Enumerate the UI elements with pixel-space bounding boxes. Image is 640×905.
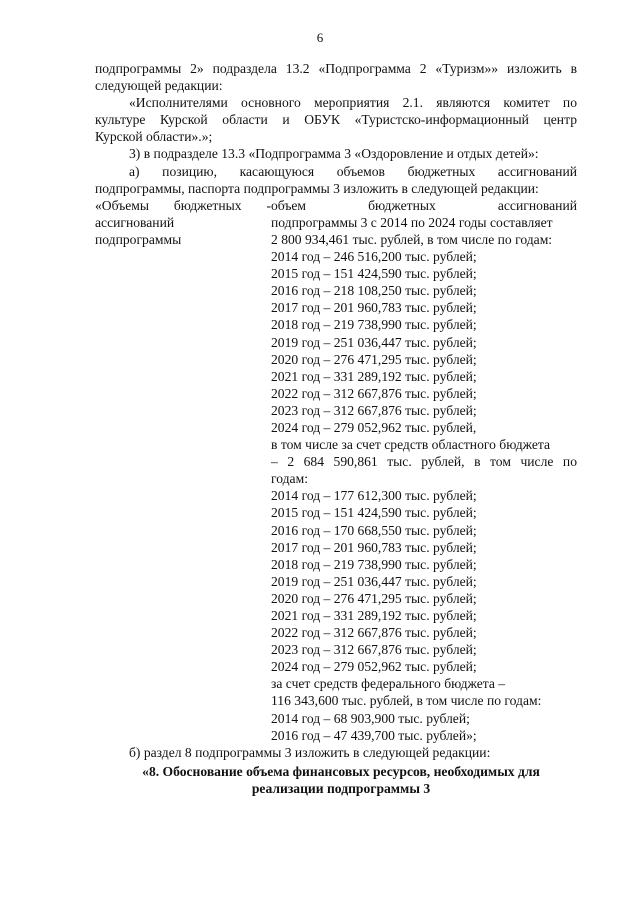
passport-value-line: 2015 год – 151 424,590 тыс. рублей; — [271, 505, 477, 521]
passport-label-line: «Объемы бюджетных - — [95, 197, 271, 213]
item-a-line: а) позицию, касающуюся объемов бюджетных ассигнований — [129, 163, 577, 179]
passport-value-line: 2018 год – 219 738,990 тыс. рублей; — [271, 317, 477, 333]
passport-value-line: 2022 год – 312 667,876 тыс. рублей; — [271, 625, 477, 641]
quote-line: «Исполнителями основного мероприятия 2.1. являются комитет по — [129, 95, 577, 111]
passport-value-line: 2014 год – 177 612,300 тыс. рублей; — [271, 488, 477, 504]
passport-value-line: 2020 год – 276 471,295 тыс. рублей; — [271, 590, 477, 606]
section-heading-line: «8. Обоснование объема финансовых ресурсов, необходимых для — [142, 763, 540, 779]
passport-value-line: 2016 год – 218 108,250 тыс. рублей; — [271, 283, 477, 299]
paragraph-line: подпрограммы 2» подраздела 13.2 «Подпрограмма 2 «Туризм»» изложить в — [95, 61, 577, 76]
section-heading-line: реализации подпрограммы 3 — [251, 780, 431, 796]
passport-value-line: – 2 684 590,861 тыс. рублей, в том числе по — [271, 454, 577, 470]
passport-value-line: за счет средств федерального бюджета – — [271, 676, 506, 692]
passport-value-line: 2020 год – 276 471,295 тыс. рублей; — [271, 351, 477, 367]
item-3: 3) в подразделе 13.3 «Подпрограмма 3 «Оздоровление и отдых детей»: — [129, 146, 539, 162]
paragraph-line: следующей редакции: — [95, 78, 223, 94]
passport-label-line: подпрограммы — [95, 231, 182, 247]
passport-value-line: 2022 год – 312 667,876 тыс. рублей; — [271, 385, 477, 401]
passport-value-line: 2021 год – 331 289,192 тыс. рублей; — [271, 608, 477, 623]
passport-value-line: 2021 год – 331 289,192 тыс. рублей; — [271, 368, 477, 384]
passport-right-column — [271, 197, 577, 744]
passport-value-line: 2024 год – 279 052,962 тыс. рублей; — [271, 659, 477, 675]
passport-value-line: 2023 год – 312 667,876 тыс. рублей; — [271, 402, 477, 418]
passport-value-line: подпрограммы 3 с 2014 по 2024 годы составляет — [271, 214, 553, 230]
item-a-line: подпрограммы, паспорта подпрограммы 3 изложить в следующей редакции: — [95, 180, 539, 196]
quote-line: культуре Курской области и ОБУК «Туристско-информационный центр — [95, 112, 577, 128]
passport-value-line: 2023 год – 312 667,876 тыс. рублей; — [271, 642, 477, 658]
document-body — [95, 60, 577, 797]
passport-value-line: объем бюджетных ассигнований — [271, 197, 577, 213]
passport-value-line: в том числе за счет средств областного бюджета — [271, 437, 550, 453]
passport-value-line: 2 800 934,461 тыс. рублей, в том числе по годам: — [271, 231, 553, 247]
passport-left-column — [95, 197, 271, 744]
passport-value-line: 116 343,600 тыс. рублей, в том числе по годам: — [271, 693, 542, 709]
passport-value-line: 2017 год – 201 960,783 тыс. рублей; — [271, 300, 477, 316]
passport-value-line: 2015 год – 151 424,590 тыс. рублей; — [271, 266, 477, 282]
item-b: б) раздел 8 подпрограммы 3 изложить в следующей редакции: — [129, 744, 491, 760]
passport-value-line: 2014 год – 246 516,200 тыс. рублей; — [271, 249, 477, 265]
passport-value-line: 2019 год – 251 036,447 тыс. рублей; — [271, 573, 477, 589]
passport-value-line: 2017 год – 201 960,783 тыс. рублей; — [271, 539, 477, 555]
passport-value-line: 2024 год – 279 052,962 тыс. рублей, — [271, 419, 477, 435]
passport-label-line: ассигнований — [95, 214, 175, 230]
passport-value-line: годам: — [271, 471, 308, 487]
passport-value-line: 2014 год – 68 903,900 тыс. рублей; — [271, 710, 470, 726]
passport-value-line: 2018 год – 219 738,990 тыс. рублей; — [271, 556, 477, 572]
passport-value-line: 2019 год – 251 036,447 тыс. рублей; — [271, 334, 477, 350]
page-number: 6 — [316, 30, 324, 45]
passport-value-line: 2016 год – 170 668,550 тыс. рублей; — [271, 522, 477, 538]
quote-line: Курской области».»; — [95, 129, 213, 145]
passport-value-line: 2016 год – 47 439,700 тыс. рублей»; — [271, 727, 477, 743]
passport-table — [95, 197, 577, 744]
